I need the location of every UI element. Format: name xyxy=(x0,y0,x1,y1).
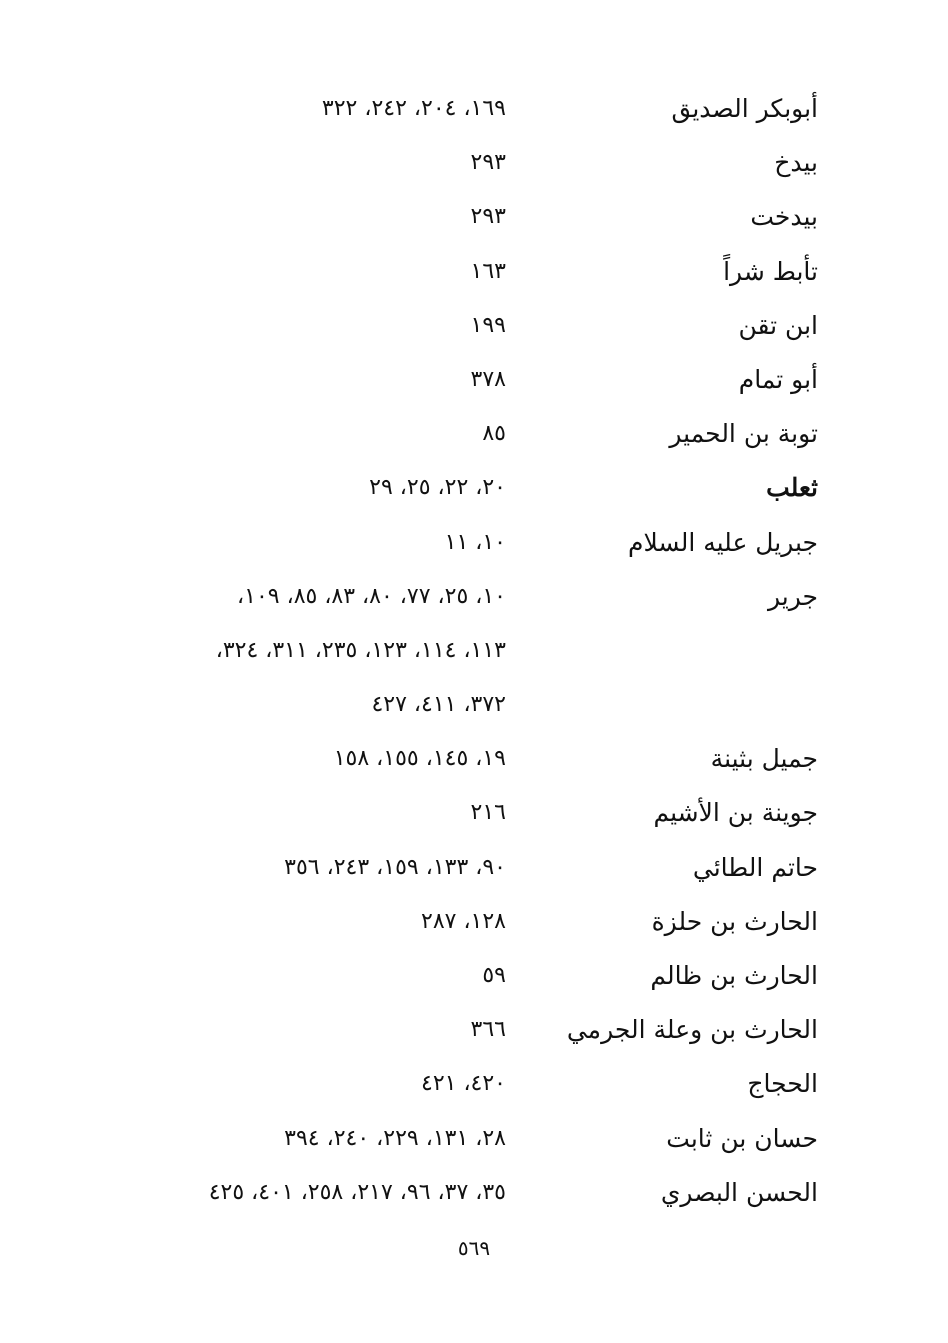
index-entry xyxy=(0,353,948,407)
entry-name: جرير xyxy=(768,581,818,611)
index-entry xyxy=(0,570,948,624)
index-entry xyxy=(0,82,948,136)
entry-pages: ٢١٦ xyxy=(470,800,506,826)
entry-pages: ٨٥ xyxy=(482,421,506,447)
index-entry xyxy=(0,245,948,299)
entry-pages: ٢٩٣ xyxy=(470,204,506,230)
entry-pages: ٣٧٨ xyxy=(470,366,506,392)
entry-pages: ٢٩٣ xyxy=(470,150,506,176)
entry-name: ثعلب xyxy=(766,473,818,503)
index-entry xyxy=(0,299,948,353)
entry-pages: ١٠، ١١ xyxy=(444,529,506,555)
entry-pages: ٢٠، ٢٢، ٢٥، ٢٩ xyxy=(369,475,506,501)
index-entry xyxy=(0,136,948,190)
entry-pages: ٥٩ xyxy=(482,963,506,988)
entry-pages: ٩٠، ١٣٣، ١٥٩، ٢٤٣، ٣٥٦ xyxy=(284,854,506,880)
entry-name: الحسن البصري xyxy=(660,1177,818,1207)
entry-name: ابن تقن xyxy=(738,310,818,340)
entry-pages: ١٦٩، ٢٠٤، ٢٤٢، ٣٢٢ xyxy=(321,96,506,121)
entry-pages: ١٠، ٢٥، ٧٧، ٨٠، ٨٣، ٨٥، ١٠٩، xyxy=(237,583,506,609)
index-entry xyxy=(0,732,948,786)
index-entry xyxy=(0,1112,948,1166)
entry-name: الحجاج xyxy=(747,1069,818,1099)
entry-name: حاتم الطائي xyxy=(692,852,818,882)
index-entry xyxy=(0,895,948,949)
entry-pages: ٤٢٠، ٤٢١ xyxy=(421,1071,506,1097)
index-entry-continuation xyxy=(0,624,948,678)
index-entry xyxy=(0,461,948,515)
entry-pages: ١١٣، ١١٤، ١٢٣، ٢٣٥، ٣١١، ٣٢٤، xyxy=(215,637,506,663)
index-entry-continuation xyxy=(0,678,948,732)
entry-name: بيدخ xyxy=(774,148,818,178)
index-entry xyxy=(0,1166,948,1220)
entry-name: الحارث بن حلزة xyxy=(651,906,818,936)
entry-pages: ٣٧٢، ٤١١، ٤٢٧ xyxy=(371,692,506,718)
index-entry xyxy=(0,949,948,1003)
index-entries xyxy=(0,82,948,1220)
entry-name: بيدخت xyxy=(750,202,818,232)
index-entry xyxy=(0,190,948,244)
index-entry xyxy=(0,1003,948,1057)
entry-pages: ١٢٨، ٢٨٧ xyxy=(421,908,506,934)
entry-name: جميل بثينة xyxy=(710,744,818,774)
entry-pages: ٢٨، ١٣١، ٢٢٩، ٢٤٠، ٣٩٤ xyxy=(284,1125,506,1151)
entry-pages: ١٩، ١٤٥، ١٥٥، ١٥٨ xyxy=(333,746,506,772)
entry-name: حسان بن ثابت xyxy=(666,1123,818,1153)
entry-pages: ١٩٩ xyxy=(470,312,506,338)
entry-name: توبة بن الحمير xyxy=(669,419,818,449)
entry-name: تأبط شراً xyxy=(723,256,818,286)
index-entry xyxy=(0,407,948,461)
entry-pages: ٣٥، ٣٧، ٩٦، ٢١٧، ٢٥٨، ٤٠١، ٤٢٥ xyxy=(208,1179,506,1205)
entry-name: أبوبكر الصديق xyxy=(671,94,818,123)
entry-pages: ١٦٣ xyxy=(470,258,506,284)
entry-name: جبريل عليه السلام xyxy=(628,527,818,557)
entry-pages: ٣٦٦ xyxy=(470,1017,506,1043)
entry-name: الحارث بن وعلة الجرمي xyxy=(566,1015,818,1045)
index-entry xyxy=(0,1057,948,1111)
entry-name: الحارث بن ظالم xyxy=(650,961,818,990)
index-entry xyxy=(0,841,948,895)
index-entry xyxy=(0,786,948,840)
entry-name: أبو تمام xyxy=(738,364,818,394)
page-number: ٥٦٩ xyxy=(457,1236,491,1260)
index-entry xyxy=(0,516,948,570)
entry-name: جوينة بن الأشيم xyxy=(653,798,818,828)
